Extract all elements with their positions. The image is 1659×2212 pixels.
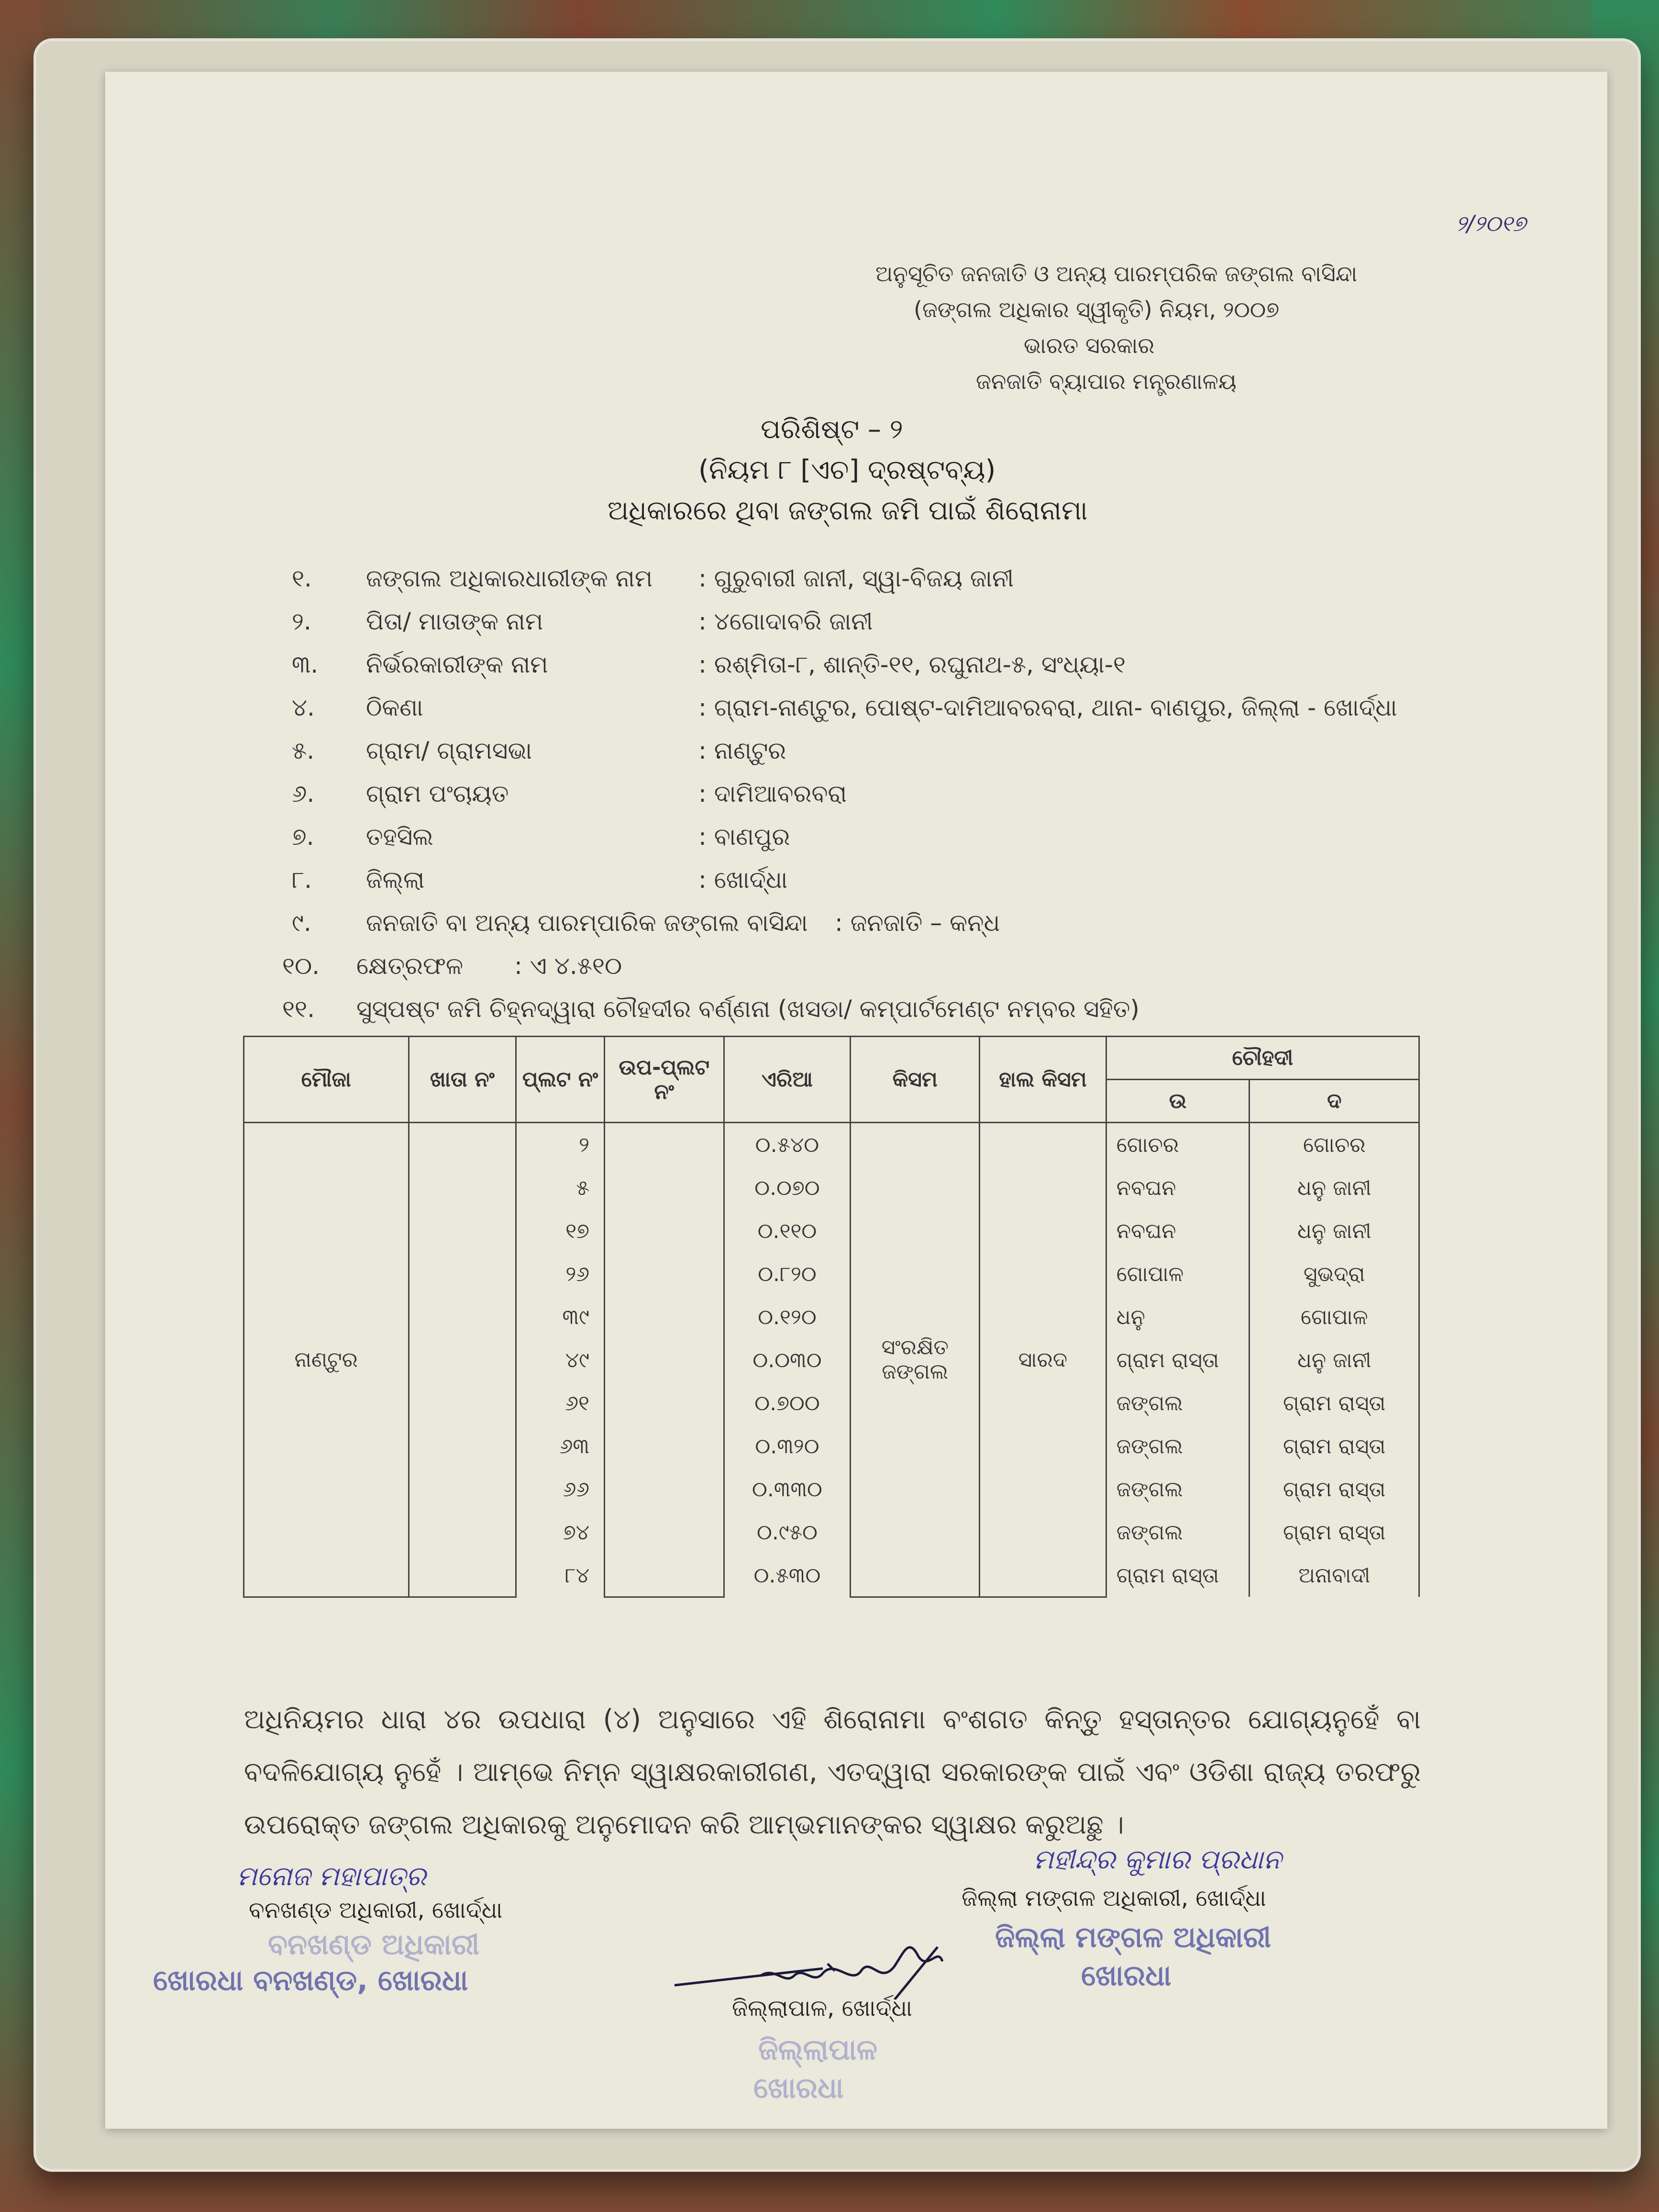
field-number: ୭. <box>292 823 314 851</box>
cell-north: ଗୋଚର <box>1106 1123 1250 1167</box>
header-line-1: ଅନୁସୂଚିତ ଜନଜାତି ଓ ଅନ୍ୟ ପାରମ୍ପରିକ ଜଙ୍ଗଲ ବାସିନ୍ଦା <box>875 261 1358 287</box>
cell-south: ଗୋପାଳ <box>1250 1295 1419 1338</box>
field-value: : ଖୋର୍ଦ୍ଧା <box>698 866 788 894</box>
cell-south: ଧନୁ ଜାନୀ <box>1250 1166 1419 1209</box>
cell-north: ଜଙ୍ଗଲ <box>1106 1425 1250 1468</box>
cell-south: ଗୋଚର <box>1250 1123 1419 1167</box>
field-label: ଜିଲ୍ଲା <box>366 866 425 894</box>
field-value: : ଏ ୪.୫୧୦ <box>514 952 622 980</box>
cell-area: ୦.୯୫୦ <box>724 1511 851 1554</box>
cell-south: ଗ୍ରାମ ରାସ୍ତା <box>1250 1382 1419 1425</box>
field-label: ଜଙ୍ଗଲ ଅଧିକାରଧାରୀଙ୍କ ନାମ <box>366 564 653 592</box>
field-number: ୯. <box>292 909 311 937</box>
field-value: : ଦାମିଆବରବରା <box>698 780 847 807</box>
col-header-boundaries: ଚୌହଦୀ <box>1106 1037 1419 1080</box>
cell-north: ଧନୁ <box>1106 1295 1250 1338</box>
cell-area: ୦.୦୭୦ <box>724 1166 851 1209</box>
cell-plot: ୬୩ <box>516 1425 605 1468</box>
header-line-3: ଭାରତ ସରକାର <box>1024 332 1155 358</box>
field-value: : ରଶ୍ମିତା-୮, ଶାନ୍ତି-୧୧, ରଘୁନାଥ-୫, ସଂଧ୍ୟା-୧ <box>698 651 1126 678</box>
cell-south: ଧନୁ ଜାନୀ <box>1250 1209 1419 1252</box>
field-value: : ୪ଗୋଦାବରି ଜାନୀ <box>698 608 873 635</box>
collector-signature-scrawl <box>670 1918 1033 2000</box>
cell-south: ଅନାବାଦୀ <box>1250 1554 1419 1597</box>
appendix-title: ପରିଶିଷ୍ଟ – ୨ <box>761 414 903 445</box>
cell-area: ୦.୦୩୦ <box>724 1338 851 1382</box>
cell-north: ନବଘନ <box>1106 1209 1250 1252</box>
field-number: ୧୧. <box>282 995 315 1023</box>
field-value: : ଗ୍ରାମ-ନାଣ୍ଟୁର, ପୋଷ୍ଟ-ଦାମିଆବରବରା, ଥାନା- ବାଣପୁର, ଜିଲ୍ଲା - ଖୋର୍ଦ୍ଧା <box>698 694 1397 721</box>
cell-south: ଗ୍ରାମ ରାସ୍ତା <box>1250 1468 1419 1511</box>
field-value: : ବାଣପୁର <box>698 823 790 851</box>
col-header-plot: ପ୍ଲଟ ନଂ <box>516 1037 605 1123</box>
cell-area: ୦.୮୨୦ <box>724 1252 851 1295</box>
cell-north: ଜଙ୍ଗଲ <box>1106 1468 1250 1511</box>
field-number: ୫. <box>292 737 315 764</box>
field-label: ଠିକଣା <box>366 694 423 721</box>
cell-south: ସୁଭଦ୍ରା <box>1250 1252 1419 1295</box>
cell-kisam: ସଂରକ୍ଷିତ ଜଙ୍ଗଲ <box>851 1123 980 1597</box>
cell-area: ୦.୭୦୦ <box>724 1382 851 1425</box>
col-header-khata: ଖାତା ନଂ <box>409 1037 516 1123</box>
cell-plot: ୨ <box>516 1123 605 1167</box>
field-label: ଗ୍ରାମ ପଂଚାୟତ <box>366 780 509 807</box>
signatory-title-forest-officer: ବନଖଣ୍ଡ ଅଧିକାରୀ, ଖୋର୍ଦ୍ଧା <box>249 1897 503 1924</box>
col-header-hal-kisam: ହାଲ କିସମ <box>980 1037 1106 1123</box>
cell-north: ଗ୍ରାମ ରାସ୍ତା <box>1106 1338 1250 1382</box>
field-number: ୮. <box>292 866 312 894</box>
col-header-kisam: କିସମ <box>851 1037 980 1123</box>
field-value: : ଜନଜାତି – କନ୍ଧ <box>835 909 1000 937</box>
rule-reference: (ନିୟମ ୮ [ଏଚ] ଦ୍ରଷ୍ଟବ୍ୟ) <box>698 454 996 486</box>
field-label: ପିତା/ ମାତାଙ୍କ ନାମ <box>366 608 543 635</box>
header-line-2: (ଜଙ୍ଗଲ ଅଧିକାର ସ୍ୱୀକୃତି) ନିୟମ, ୨୦୦୭ <box>914 297 1280 322</box>
col-header-north: ଉ <box>1106 1080 1250 1123</box>
field-label: ଗ୍ରାମ/ ଗ୍ରାମସଭା <box>366 737 532 764</box>
header-line-4: ଜନଜାତି ବ୍ୟାପାର ମନ୍ତ୍ରଣାଳୟ <box>976 368 1237 394</box>
signatory-title-welfare-officer: ଜିଲ୍ଲା ମଙ୍ଗଳ ଅଧିକାରୀ, ଖୋର୍ଦ୍ଧା <box>962 1885 1266 1912</box>
cell-north: ଗୋପାଳ <box>1106 1252 1250 1295</box>
cell-plot: ୭୪ <box>516 1511 605 1554</box>
land-schedule-table <box>243 1036 1420 1598</box>
col-header-area: ଏରିଆ <box>724 1037 851 1123</box>
cell-area: ୦.୧୧୦ <box>724 1209 851 1252</box>
field-number: ୨. <box>292 608 311 635</box>
field-number: ୬. <box>292 780 315 807</box>
signatory-title-collector: ଜିଲ୍ଲାପାଳ, ଖୋର୍ଦ୍ଧା <box>732 1995 912 2022</box>
handwritten-signature-forest-officer: ମନୋଜ ମହାପାତ୍ର <box>237 1861 426 1892</box>
field-label: ସୁସ୍ପଷ୍ଟ ଜମି ଚିହ୍ନଦ୍ୱାରା ଚୌହଦୀର ବର୍ଣ୍ଣନା (ଖସଡା/ କମ୍ପାର୍ଟମେଣ୍ଟ ନମ୍ବର ସହିତ) <box>356 995 1139 1023</box>
field-label: ନିର୍ଭରକାରୀଙ୍କ ନାମ <box>366 651 548 678</box>
cell-north: ଗ୍ରାମ ରାସ୍ତା <box>1106 1554 1250 1597</box>
cell-plot: ୮୪ <box>516 1554 605 1597</box>
field-label: କ୍ଷେତ୍ରଫଳ <box>356 952 464 980</box>
col-header-south: ଦ <box>1250 1080 1419 1123</box>
cell-north: ନବଘନ <box>1106 1166 1250 1209</box>
cell-area: ୦.୩୩୦ <box>724 1468 851 1511</box>
cell-plot: ୧୭ <box>516 1209 605 1252</box>
col-header-subplot: ଉପ-ପ୍ଲଟ ନଂ <box>604 1037 724 1123</box>
cell-area: ୦.୧୨୦ <box>724 1295 851 1338</box>
cell-plot: ୪୯ <box>516 1338 605 1382</box>
cell-south: ଧନୁ ଜାନୀ <box>1250 1338 1419 1382</box>
stamp-forest-officer-line-2: ଖୋରଧା ବନଖଣ୍ଡ, ଖୋରଧା <box>153 1964 468 1997</box>
handwritten-signature-welfare-officer: ମହୀନ୍ଦ୍ର କୁମାର ପ୍ରଧାନ <box>1033 1844 1282 1875</box>
document-page <box>105 72 1607 2129</box>
cell-area: ୦.୫୩୦ <box>724 1554 851 1597</box>
cell-subplot <box>604 1123 724 1597</box>
declaration-text: ଅଧିନିୟମର ଧାରା ୪ର ଉପଧାରା (୪) ଅନୁସାରେ ଏହି ଶିରୋନାମା ବଂଶଗତ କିନ୍ତୁ ହସ୍ତାନ୍ତର ଯୋଗ୍ୟନୁହେଁ ବା ବଦଳିଯୋଗ୍ୟ ନୁହେଁ । ଆମ୍ଭେ ନିମ୍ନ ସ୍ୱାକ୍ଷରକାରୀଗଣ, ଏତଦ୍ୱାରା ସରକାରଙ୍କ ପାଇଁ ଏବଂ ଓଡିଶା ରାଜ୍ୟ ତରଫରୁ ଉପରୋକ୍ତ ଜଙ୍ଗଲ ଅଧିକାରକୁ ଅନୁମୋଦନ କରି ଆମ୍ଭମାନଙ୍କର ସ୍ୱାକ୍ଷର କରୁଅଛୁ । <box>244 1704 1421 1840</box>
field-number: ୧୦. <box>282 952 320 980</box>
field-value: : ଗୁରୁବାରୀ ଜାନୀ, ସ୍ୱା-ବିଜୟ ଜାନୀ <box>698 564 1014 592</box>
cell-south: ଗ୍ରାମ ରାସ୍ତା <box>1250 1511 1419 1554</box>
field-label: ଜନଜାତି ବା ଅନ୍ୟ ପାରମ୍ପାରିକ ଜଙ୍ଗଲ ବାସିନ୍ଦା <box>366 909 808 937</box>
cell-plot: ୬୧ <box>516 1382 605 1425</box>
cell-mouja: ନାଣ୍ଟୁର <box>244 1123 409 1597</box>
field-value: : ନାଣ୍ଟୁର <box>698 737 786 764</box>
col-header-mouja: ମୌଜା <box>244 1037 409 1123</box>
table-row <box>244 1123 1419 1167</box>
cell-area: ୦.୩୨୦ <box>724 1425 851 1468</box>
cell-khata <box>409 1123 516 1597</box>
cell-north: ଜଙ୍ଗଲ <box>1106 1511 1250 1554</box>
stamp-welfare-officer-line-2: ଖୋରଧା <box>1081 1959 1172 1992</box>
cell-area: ୦.୫୪୦ <box>724 1123 851 1167</box>
stamp-collector-line-1: ଜିଲ୍ଲାପାଳ <box>758 2033 877 2067</box>
cell-plot: ୬୬ <box>516 1468 605 1511</box>
stamp-collector-line-2: ଖୋରଧା <box>753 2071 844 2105</box>
document-title: ଅଧିକାରରେ ଥିବା ଜଙ୍ଗଲ ଜମି ପାଇଁ ଶିରୋନାମା <box>608 495 1088 526</box>
field-number: ୪. <box>292 694 315 721</box>
field-number: ୩. <box>292 651 319 678</box>
cell-plot: ୫ <box>516 1166 605 1209</box>
table-body <box>244 1123 1419 1597</box>
cell-north: ଜଙ୍ଗଲ <box>1106 1382 1250 1425</box>
stamp-welfare-officer-line-1: ଜିଲ୍ଲା ମଙ୍ଗଳ ଅଧିକାରୀ <box>995 1921 1272 1954</box>
cell-plot: ୩୯ <box>516 1295 605 1338</box>
cell-hal-kisam: ସାରଦ <box>980 1123 1106 1597</box>
cell-plot: ୨୬ <box>516 1252 605 1295</box>
field-number: ୧. <box>292 564 312 592</box>
document-reference: ୨/୨୦୧୭ <box>1456 210 1526 236</box>
stamp-forest-officer-line-1: ବନଖଣ୍ଡ ଅଧିକାରୀ <box>268 1928 480 1961</box>
field-label: ତହସିଲ <box>366 823 433 851</box>
cell-south: ଗ୍ରାମ ରାସ୍ତା <box>1250 1425 1419 1468</box>
